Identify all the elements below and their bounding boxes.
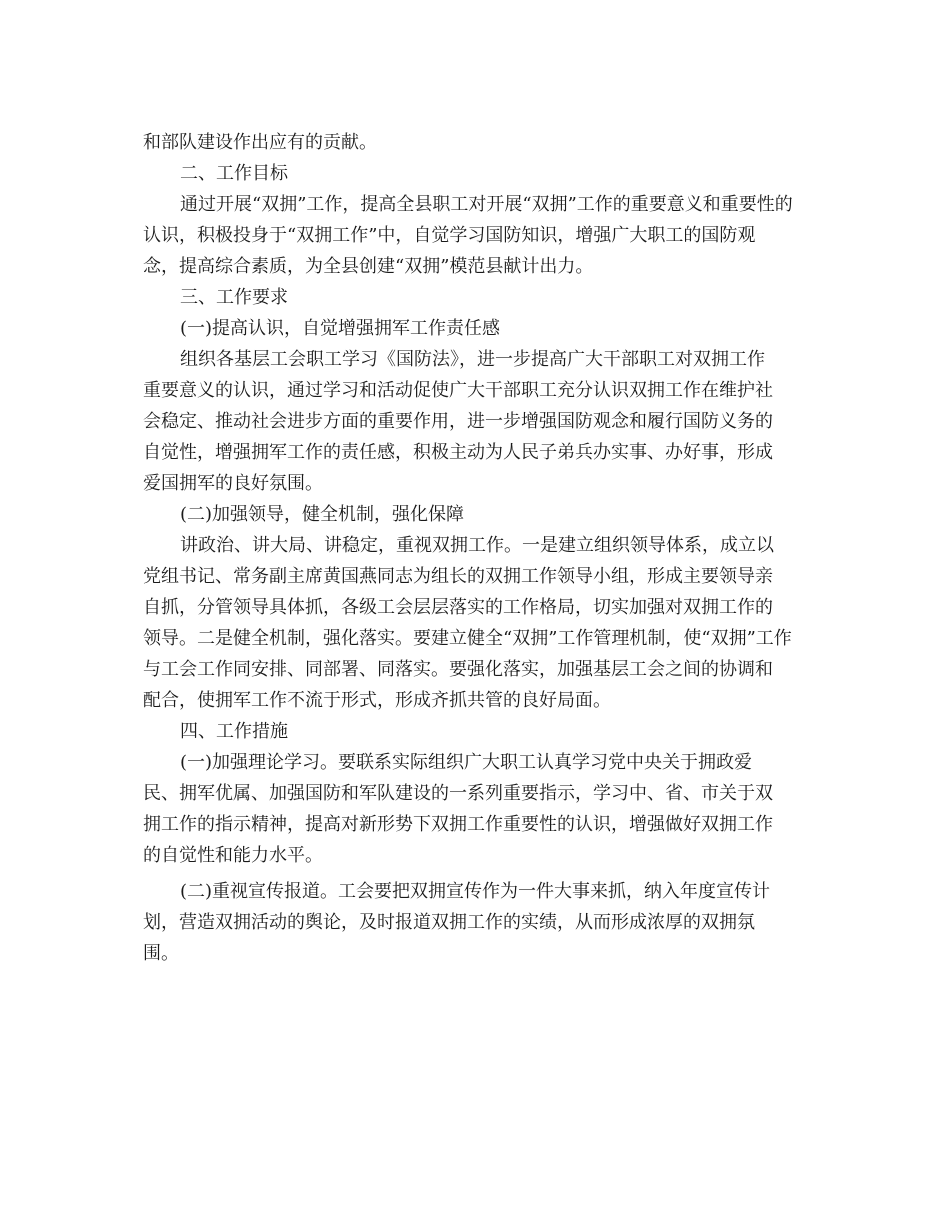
subsection-heading: (一)提高认识，自觉增强拥军工作责任感 [180, 318, 501, 339]
paragraph-line: 通过开展“双拥”工作，提高全县职工对开展“双拥”工作的重要意义和重要性的 [180, 194, 793, 215]
paragraph-line: (一)加强理论学习。要联系实际组织广大职工认真学习党中央关于拥政爱 [180, 752, 753, 773]
paragraph-line: 划，营造双拥活动的舆论，及时报道双拥工作的实绩，从而形成浓厚的双拥氛 [143, 912, 755, 933]
section-heading-goals: 二、工作目标 [180, 163, 288, 184]
paragraph-line: 自抓，分管领导具体抓，各级工会层层落实的工作格局，切实加强对双拥工作的 [143, 597, 773, 618]
paragraph-line: 领导。二是健全机制，强化落实。要建立健全“双拥”工作管理机制，使“双拥”工作 [143, 628, 792, 649]
paragraph-line: 配合，使拥军工作不流于形式，形成齐抓共管的良好局面。 [143, 690, 611, 711]
paragraph-line: 认识，积极投身于“双拥工作”中，自觉学习国防知识，增强广大职工的国防观 [143, 225, 756, 246]
paragraph-line: 组织各基层工会职工学习《国防法》，进一步提高广大干部职工对双拥工作 [180, 349, 765, 370]
subsection-heading: (二)加强领导，健全机制，强化保障 [180, 504, 465, 525]
paragraph-line: 讲政治、讲大局、讲稳定，重视双拥工作。一是建立组织领导体系，成立以 [180, 535, 774, 556]
paragraph-line: 围。 [143, 943, 179, 964]
document-body [143, 127, 813, 969]
paragraph-line: 民、拥军优属、加强国防和军队建设的一系列重要指示，学习中、省、市关于双 [143, 783, 773, 804]
paragraph-line: 和部队建设作出应有的贡献。 [143, 132, 377, 153]
paragraph-line: 党组书记、常务副主席黄国燕同志为组长的双拥工作领导小组，形成主要领导亲 [143, 566, 773, 587]
paragraph-line: 拥工作的指示精神，提高对新形势下双拥工作重要性的认识，增强做好双拥工作 [143, 814, 773, 835]
paragraph-line: 会稳定、推动社会进步方面的重要作用，进一步增强国防观念和履行国防义务的 [143, 411, 773, 432]
paragraph-line: 爱国拥军的良好氛围。 [143, 473, 323, 494]
section-heading-requirements: 三、工作要求 [180, 287, 288, 308]
paragraph-line: 念，提高综合素质，为全县创建“双拥”模范县献计出力。 [143, 256, 594, 277]
paragraph-line: 与工会工作同安排、同部署、同落实。要强化落实，加强基层工会之间的协调和 [143, 659, 773, 680]
paragraph-line: 的自觉性和能力水平。 [143, 845, 323, 866]
paragraph-line: (二)重视宣传报道。工会要把双拥宣传作为一件大事来抓，纳入年度宣传计 [180, 881, 771, 902]
paragraph-line: 自觉性，增强拥军工作的责任感，积极主动为人民子弟兵办实事、办好事，形成 [143, 442, 773, 463]
section-heading-measures: 四、工作措施 [180, 721, 288, 742]
paragraph-line: 重要意义的认识，通过学习和活动促使广大干部职工充分认识双拥工作在维护社 [143, 380, 773, 401]
